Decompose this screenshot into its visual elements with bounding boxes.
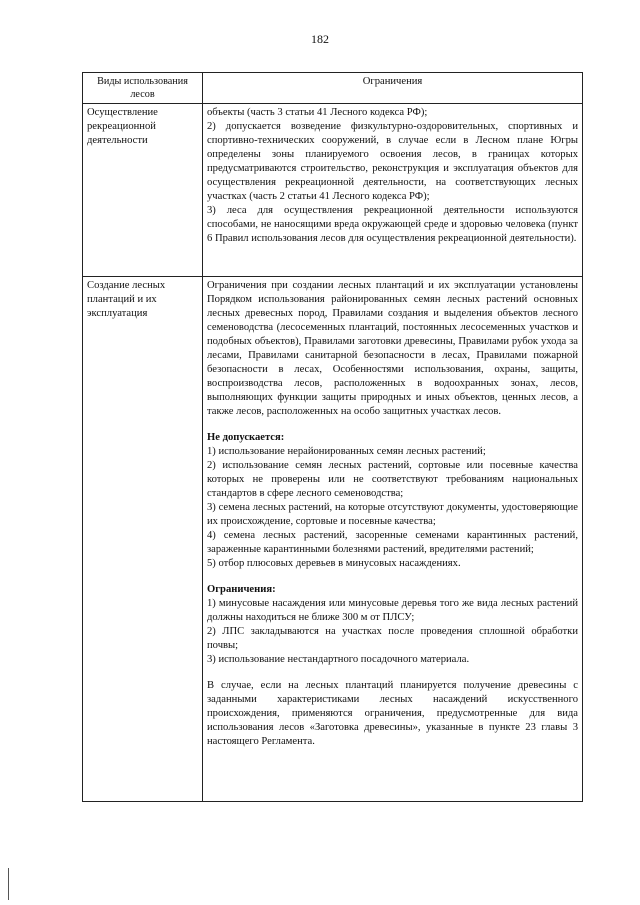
usage-type-recreation: Осуществление рекреационной деятельности <box>83 104 203 277</box>
list-item: 2) ЛПС закладываются на участках после проведения сплошной обработки почвы; <box>207 626 578 651</box>
scan-edge-line <box>8 868 9 900</box>
limits-heading: Ограничения: <box>207 584 276 595</box>
list-item: 3) использование нестандартного посадочного материала. <box>207 654 470 665</box>
list-item: 3) семена лесных растений, на которые отсутствуют документы, удостоверяющие их происхождение, сортовые и посевные качества; <box>207 502 578 527</box>
table-row <box>83 277 583 802</box>
paragraph: объекты (часть 3 статьи 41 Лесного кодекса РФ); <box>207 107 428 118</box>
restrictions-recreation <box>203 104 583 277</box>
closing-paragraph: В случае, если на лесных плантаций планируется получение древесины с заданными характеристиками лесных насаждений искусственного происхождения, применяются ограничения, предусмотренные для вида использования лесов «Заготовка древесины», указанные в пункте 23 главы 3 настоящего Регламента. <box>207 680 578 747</box>
list-item: 2) использование семян лесных растений, сортовые или посевные качества которых не проверены или не соответствуют требованиям национальных стандартов в сфере лесного семеноводства; <box>207 460 578 499</box>
page-number: 182 <box>311 32 329 46</box>
regulation-table <box>82 72 583 802</box>
restrictions-plantations <box>203 277 583 802</box>
prohibited-heading: Не допускается: <box>207 432 285 443</box>
paragraph: 3) леса для осуществления рекреационной деятельности используются способами, не наносящими вреда окружающей среде и здоровью человека (пункт 6 Правил использования лесов для осуществления рекреационной деятельности). <box>207 205 578 244</box>
list-item: 1) использование нерайонированных семян лесных растений; <box>207 446 486 457</box>
list-item: 4) семена лесных растений, засоренные семенами карантинных растений, зараженные карантинными болезнями растений, вредителями растений; <box>207 530 578 555</box>
table-row <box>83 104 583 277</box>
paragraph: 2) допускается возведение физкультурно-оздоровительных, спортивных и спортивно-технических сооружений, в случае если в Лесном плане Югры определены зоны планируемого освоения лесов, в границах которых предусматриваются строительство, реконструкция и эксплуатация объектов для осуществления рекреационной деятельности, на соответствующих лесных участках (часть 2 статьи 41 Лесного кодекса РФ); <box>207 121 578 202</box>
list-item: 5) отбор плюсовых деревьев в минусовых насаждениях. <box>207 558 461 569</box>
list-item: 1) минусовые насаждения или минусовые деревья того же вида лесных растений должны находиться не ближе 300 м от ПЛСУ; <box>207 598 578 623</box>
header-usage-types: Виды использования лесов <box>83 73 203 104</box>
table-header-row <box>83 73 583 104</box>
usage-type-plantations: Создание лесных плантаций и их эксплуатация <box>83 277 203 802</box>
intro-paragraph: Ограничения при создании лесных плантаций и их эксплуатации установлены Порядком использования районированных семян лесных растений основных лесных древесных пород, Правилами создания и выделения объектов лесного семеноводства (лесосеменных плантаций, постоянных лесосеменных участков и подобных объектов), Правилами заготовки древесины, Правилами рубок ухода за лесами, Правилами санитарной безопасности в лесах, Правилами пожарной безопасности в лесах, Особенностями использования, охраны, защиты, воспроизводства лесов, расположенных в водоохранных зонах, лесов, выполняющих функции защиты природных и иных объектов, ценных лесов, а также лесов, расположенных на особо защитных участках лесов. <box>207 280 578 417</box>
header-restrictions: Ограничения <box>203 73 583 104</box>
